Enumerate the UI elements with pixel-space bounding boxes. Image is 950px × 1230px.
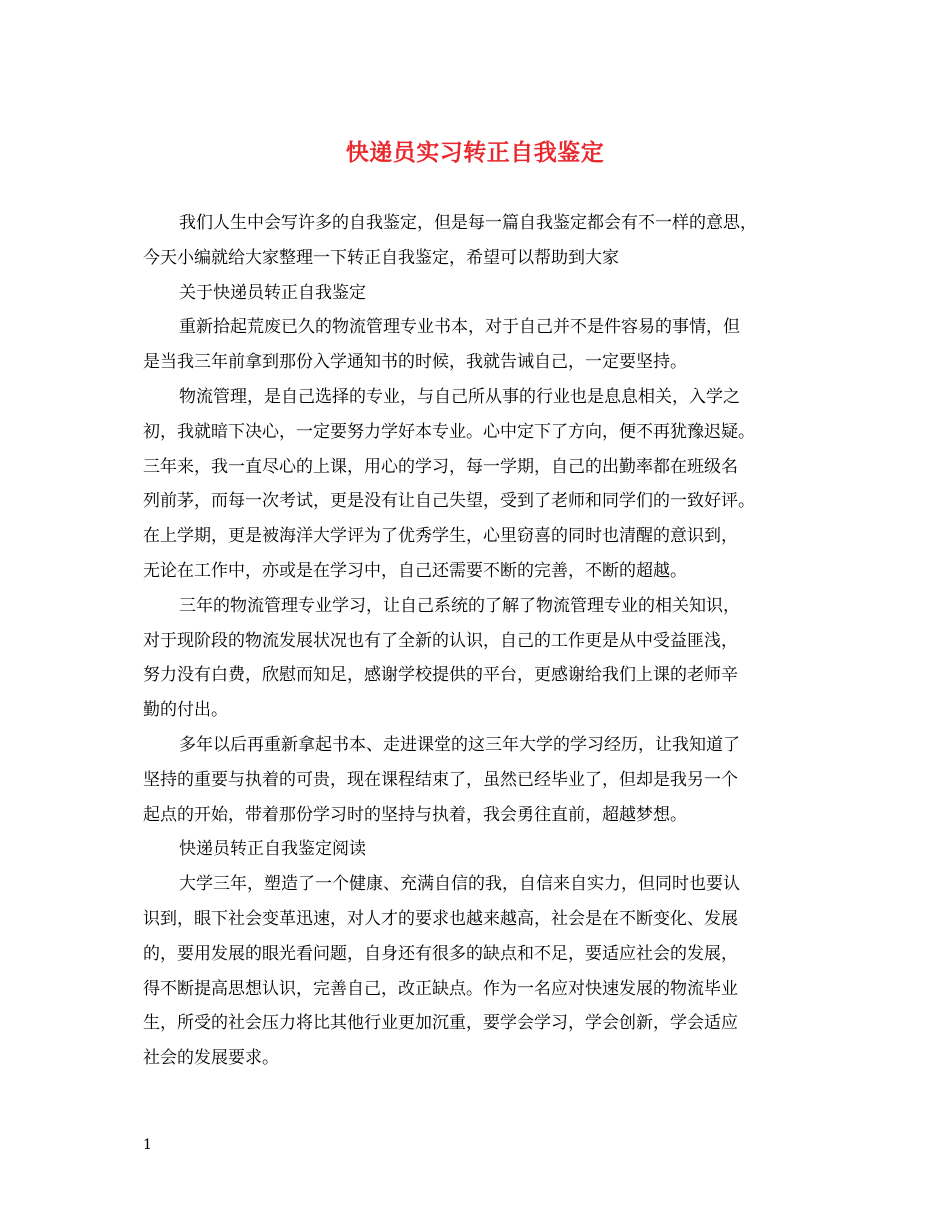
text-line: 大学三年，塑造了一个健康、充满自信的我，自信来自实力，但同时也要认 bbox=[179, 874, 740, 895]
text-line: 起点的开始，带着那份学习时的坚持与执着，我会勇往直前，超越梦想。 bbox=[143, 804, 687, 825]
text-line: 社会的发展要求。 bbox=[143, 1048, 279, 1069]
text-line: 是当我三年前拿到那份入学通知书的时候，我就告诫自己，一定要坚持。 bbox=[143, 352, 687, 373]
text-line: 坚持的重要与执着的可贵，现在课程结束了，虽然已经毕业了，但却是我另一个 bbox=[143, 769, 738, 790]
text-line: 努力没有白费，欣慰而知足，感谢学校提供的平台，更感谢给我们上课的老师辛 bbox=[143, 665, 738, 686]
text-line: 的，要用发展的眼光看问题，自身还有很多的缺点和不足，要适应社会的发展， bbox=[143, 943, 738, 964]
text-line: 勤的付出。 bbox=[143, 700, 228, 721]
text-line: 三年来，我一直尽心的上课，用心的学习，每一学期，自己的出勤率都在班级名 bbox=[143, 456, 738, 477]
text-line: 重新拾起荒废已久的物流管理专业书本，对于自己并不是件容易的事情，但 bbox=[179, 317, 740, 338]
text-line: 快递员转正自我鉴定阅读 bbox=[179, 839, 366, 860]
text-line: 在上学期，更是被海洋大学评为了优秀学生，心里窃喜的同时也清醒的意识到， bbox=[143, 526, 738, 547]
text-line: 物流管理，是自己选择的专业，与自己所从事的行业也是息息相关，入学之 bbox=[179, 386, 740, 407]
text-line: 关于快递员转正自我鉴定 bbox=[179, 282, 366, 303]
document-body bbox=[143, 206, 823, 1076]
text-line: 我们人生中会写许多的自我鉴定，但是每一篇自我鉴定都会有不一样的意思， bbox=[179, 213, 757, 233]
text-line: 初，我就暗下决心，一定要努力学好本专业。心中定下了方向，便不再犹豫迟疑。 bbox=[143, 421, 755, 442]
text-line: 三年的物流管理专业学习，让自己系统的了解了物流管理专业的相关知识， bbox=[179, 595, 740, 616]
text-line: 识到，眼下社会变革迅速，对人才的要求也越来越高，社会是在不断变化、发展 bbox=[143, 908, 738, 929]
text-line: 今天小编就给大家整理一下转正自我鉴定，希望可以帮助到大家 bbox=[143, 247, 619, 268]
text-line: 无论在工作中，亦或是在学习中，自己还需要不断的完善，不断的超越。 bbox=[143, 560, 687, 581]
text-line: 生，所受的社会压力将比其他行业更加沉重，要学会学习，学会创新，学会适应 bbox=[143, 1013, 738, 1034]
text-line: 多年以后再重新拿起书本、走进课堂的这三年大学的学习经历，让我知道了 bbox=[179, 734, 740, 755]
text-line: 列前茅，而每一次考试，更是没有让自己失望，受到了老师和同学们的一致好评。 bbox=[143, 491, 755, 512]
page-number: 1 bbox=[143, 1137, 152, 1153]
text-line: 得不断提高思想认识，完善自己，改正缺点。作为一名应对快速发展的物流毕业 bbox=[143, 978, 738, 999]
document-title: 快递员实习转正自我鉴定 bbox=[345, 139, 605, 166]
text-line: 对于现阶段的物流发展状况也有了全新的认识，自己的工作更是从中受益匪浅， bbox=[143, 630, 738, 651]
